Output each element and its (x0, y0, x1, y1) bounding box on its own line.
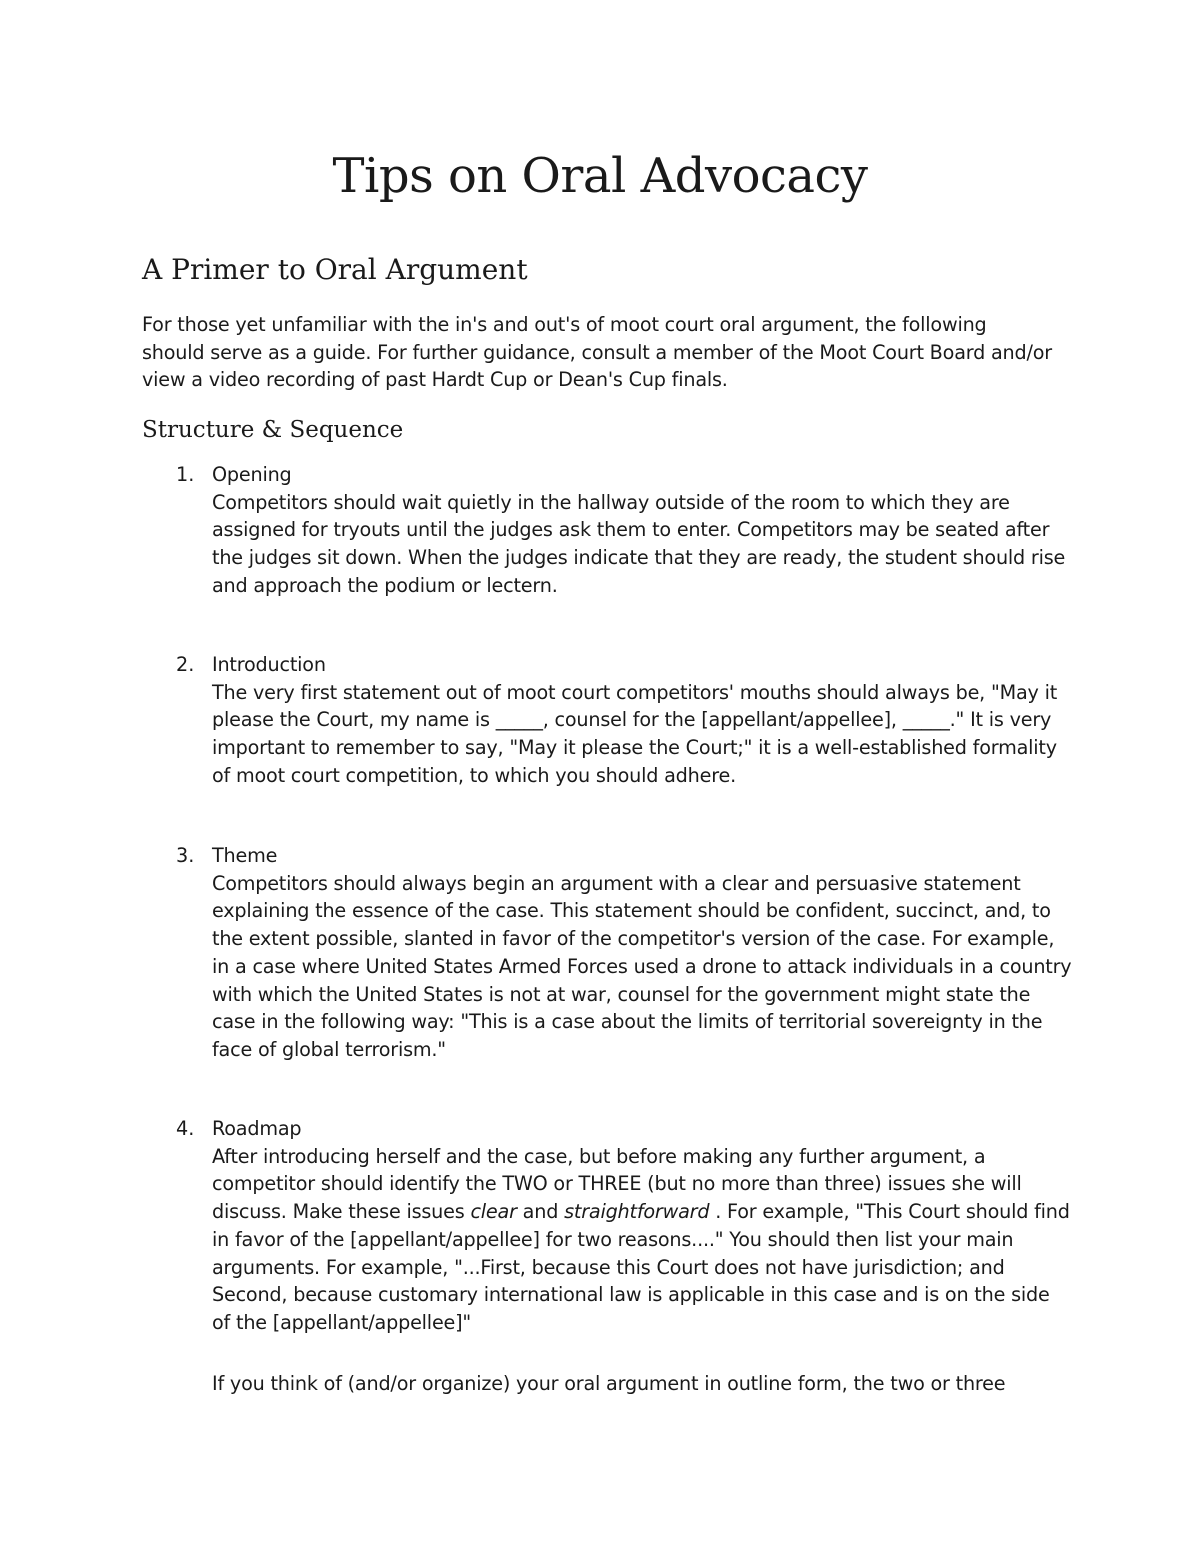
emphasis-straightforward: straightforward (564, 1200, 710, 1224)
list-item-number: 1. (176, 463, 195, 486)
list-item-number: 2. (176, 653, 195, 676)
list-item-label: Introduction (212, 653, 326, 676)
subsection-heading: Structure & Sequence (142, 417, 404, 443)
list-item-text: . For example, "This Court should find in favor of the [appellant/appellee] for two reasons...." You should then list your main arguments. For example, "...First, because this Court does not have jurisdiction; and Second, because customary international law is applicable in this case and is on the side of the [appellant/appellee]" (212, 1200, 1070, 1334)
list-item-text: The very first statement out of moot court competitors' mouths should always be, "May it please the Court, my name is _____, counsel for the [appellant/appellee], _____." It is very important to remember to say, "May it please the Court;" it is a well-established formality of moot court competition, to which you should adhere. (212, 680, 1058, 787)
page-title: Tips on Oral Advocacy (332, 148, 868, 204)
list-item-content (212, 461, 1072, 600)
list-item-text: Competitors should wait quietly in the hallway outside of the room to which they are assigned for tryouts until the judges ask them to enter. Competitors may be seated after the judges sit down. When the judges indicate that they are ready, the student should rise and approach the podium or lectern. (212, 490, 1066, 597)
list-item-label: Theme (212, 844, 278, 867)
list-item-content (212, 651, 1072, 790)
list-item-content (212, 842, 1072, 1064)
list-item-text: After introducing herself and the case, but before making any further argument, a competitor should identify the TWO or THREE (but no more than three) issues she will discuss. Make these issues (212, 1144, 1022, 1224)
list-item-label: Opening (212, 463, 292, 486)
emphasis-clear: clear (470, 1200, 517, 1224)
list-item-text: and (516, 1200, 565, 1224)
list-item-number: 4. (176, 1117, 195, 1140)
section-heading: A Primer to Oral Argument (142, 253, 528, 286)
list-item-number: 3. (176, 844, 195, 867)
list-item-content (212, 1115, 1072, 1337)
roadmap-continuation: If you think of (and/or organize) your oral argument in outline form, the two or three (212, 1372, 1006, 1395)
list-item-text: Competitors should always begin an argument with a clear and persuasive statement explaining the essence of the case. This statement should be confident, succinct, and, to the extent possible, slanted in favor of the competitor's version of the case. For example, in a case where United States Armed Forces used a drone to attack individuals in a country with which the United States is not at war, counsel for the government might state the case in the following way: "This is a case about the limits of territorial sovereignty in the face of global terrorism." (212, 871, 1072, 1061)
list-item-label: Roadmap (212, 1117, 302, 1140)
intro-paragraph: For those yet unfamiliar with the in's and out's of moot court oral argument, the following should serve as a guide. For further guidance, consult a member of the Moot Court Board and/or view a video recording of past Hardt Cup or Dean's Cup finals. (142, 313, 1052, 392)
